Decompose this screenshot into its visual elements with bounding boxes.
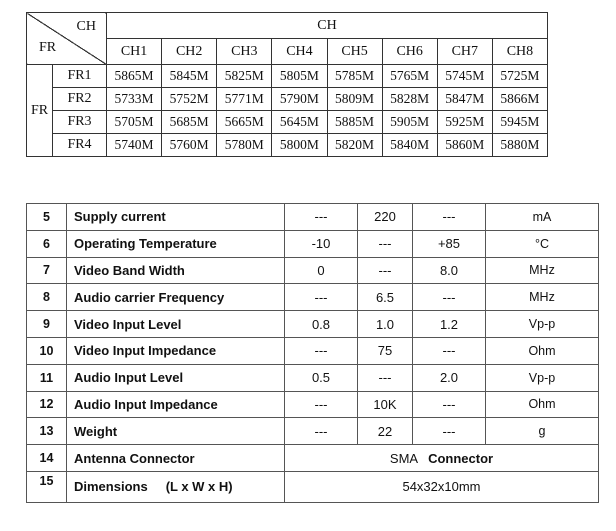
spec-row — [27, 257, 599, 284]
spec-parameter-dimensions — [67, 471, 285, 502]
freq-cell: 5685M — [162, 111, 217, 134]
spec-min: 0.5 — [285, 364, 358, 391]
freq-cell: 5740M — [107, 134, 162, 157]
spec-max: 2.0 — [413, 364, 486, 391]
channel-header: CH7 — [437, 39, 492, 65]
antenna-type: SMA — [389, 450, 419, 466]
spec-max: 8.0 — [413, 257, 486, 284]
spec-max: --- — [413, 204, 486, 231]
freq-row-label: FR1 — [53, 65, 107, 88]
spec-row — [27, 418, 599, 445]
freq-cell: 5866M — [492, 88, 547, 111]
spec-min: --- — [285, 418, 358, 445]
freq-row — [27, 111, 548, 134]
spec-row — [27, 337, 599, 364]
freq-cell: 5820M — [327, 134, 382, 157]
spec-typ: 220 — [358, 204, 413, 231]
spec-row-number: 5 — [27, 204, 67, 231]
spec-unit: Ohm — [486, 337, 599, 364]
spec-typ: 1.0 — [358, 311, 413, 338]
freq-cell: 5865M — [107, 65, 162, 88]
freq-cell: 5809M — [327, 88, 382, 111]
spec-unit: Vp-p — [486, 311, 599, 338]
spec-typ: --- — [358, 230, 413, 257]
freq-cell: 5847M — [437, 88, 492, 111]
freq-row-label: FR2 — [53, 88, 107, 111]
antenna-connector-value — [285, 445, 599, 472]
spec-parameter: Video Input Impedance — [67, 337, 285, 364]
spec-row — [27, 311, 599, 338]
spec-row-number: 13 — [27, 418, 67, 445]
spec-min: 0 — [285, 257, 358, 284]
spec-row — [27, 230, 599, 257]
spec-row-number: 8 — [27, 284, 67, 311]
spec-row-number: 6 — [27, 230, 67, 257]
freq-row-label: FR4 — [53, 134, 107, 157]
spec-row — [27, 364, 599, 391]
freq-cell: 5840M — [382, 134, 437, 157]
corner-cell — [27, 13, 107, 65]
spec-min: --- — [285, 284, 358, 311]
dimensions-suffix: (L x W x H) — [165, 479, 233, 495]
spec-max: --- — [413, 284, 486, 311]
spec-max: +85 — [413, 230, 486, 257]
spec-row-number: 14 — [27, 445, 67, 472]
freq-row — [27, 65, 548, 88]
dimensions-value: 54x32x10mm — [285, 471, 599, 502]
spec-unit: Ohm — [486, 391, 599, 418]
spec-max: --- — [413, 391, 486, 418]
freq-cell: 5745M — [437, 65, 492, 88]
spec-max: --- — [413, 418, 486, 445]
spec-unit: Vp-p — [486, 364, 599, 391]
spec-parameter: Audio Input Impedance — [67, 391, 285, 418]
spec-parameter: Video Band Width — [67, 257, 285, 284]
spec-row-dimensions — [27, 471, 599, 502]
channel-header: CH2 — [162, 39, 217, 65]
spec-typ: --- — [358, 257, 413, 284]
freq-cell: 5733M — [107, 88, 162, 111]
spec-min: --- — [285, 391, 358, 418]
dimensions-label: Dimensions — [74, 479, 148, 495]
freq-cell: 5845M — [162, 65, 217, 88]
channel-header: CH5 — [327, 39, 382, 65]
freq-cell: 5800M — [272, 134, 327, 157]
freq-cell: 5645M — [272, 111, 327, 134]
spec-min: -10 — [285, 230, 358, 257]
spec-row-number: 9 — [27, 311, 67, 338]
spec-row — [27, 391, 599, 418]
spec-unit: mA — [486, 204, 599, 231]
freq-cell: 5705M — [107, 111, 162, 134]
spec-min: 0.8 — [285, 311, 358, 338]
freq-cell: 5790M — [272, 88, 327, 111]
spec-typ: --- — [358, 364, 413, 391]
freq-header-row — [27, 13, 548, 39]
spec-typ: 6.5 — [358, 284, 413, 311]
spec-parameter: Audio Input Level — [67, 364, 285, 391]
freq-cell: 5825M — [217, 65, 272, 88]
spec-body — [27, 204, 599, 503]
freq-row — [27, 88, 548, 111]
spec-row-number: 10 — [27, 337, 67, 364]
spec-row-number: 7 — [27, 257, 67, 284]
corner-ch-label: CH — [76, 19, 96, 34]
spec-row-antenna — [27, 445, 599, 472]
fr-side-label: FR — [27, 65, 53, 157]
freq-cell: 5780M — [217, 134, 272, 157]
freq-cell: 5945M — [492, 111, 547, 134]
freq-cell: 5905M — [382, 111, 437, 134]
channel-group-header: CH — [107, 13, 548, 39]
spec-unit: MHz — [486, 284, 599, 311]
channel-header: CH1 — [107, 39, 162, 65]
specification-table — [26, 203, 599, 503]
spec-typ: 10K — [358, 391, 413, 418]
channel-header: CH8 — [492, 39, 547, 65]
spec-unit: °C — [486, 230, 599, 257]
freq-cell: 5725M — [492, 65, 547, 88]
corner-fr-label: FR — [39, 40, 57, 55]
channel-header: CH4 — [272, 39, 327, 65]
spec-typ: 75 — [358, 337, 413, 364]
spec-max: 1.2 — [413, 311, 486, 338]
spec-parameter: Antenna Connector — [67, 445, 285, 472]
freq-cell: 5771M — [217, 88, 272, 111]
spec-unit: MHz — [486, 257, 599, 284]
freq-cell: 5885M — [327, 111, 382, 134]
freq-cell: 5785M — [327, 65, 382, 88]
freq-cell: 5765M — [382, 65, 437, 88]
freq-cell: 5860M — [437, 134, 492, 157]
freq-cell: 5665M — [217, 111, 272, 134]
freq-cell: 5805M — [272, 65, 327, 88]
spec-max: --- — [413, 337, 486, 364]
freq-cell: 5880M — [492, 134, 547, 157]
spec-parameter: Video Input Level — [67, 311, 285, 338]
spec-row-number: 15 — [27, 471, 67, 502]
spec-unit: g — [486, 418, 599, 445]
channel-header: CH6 — [382, 39, 437, 65]
freq-cell: 5752M — [162, 88, 217, 111]
freq-cell: 5760M — [162, 134, 217, 157]
spec-typ: 22 — [358, 418, 413, 445]
spec-row-number: 11 — [27, 364, 67, 391]
spec-row — [27, 204, 599, 231]
spec-row — [27, 284, 599, 311]
spec-parameter: Operating Temperature — [67, 230, 285, 257]
freq-row-label: FR3 — [53, 111, 107, 134]
spec-parameter: Audio carrier Frequency — [67, 284, 285, 311]
spec-parameter: Weight — [67, 418, 285, 445]
spec-min: --- — [285, 204, 358, 231]
spec-min: --- — [285, 337, 358, 364]
spec-parameter: Supply current — [67, 204, 285, 231]
freq-row — [27, 134, 548, 157]
freq-cell: 5925M — [437, 111, 492, 134]
antenna-connector-word: Connector — [428, 450, 494, 466]
channel-header: CH3 — [217, 39, 272, 65]
freq-cell: 5828M — [382, 88, 437, 111]
frequency-table — [26, 12, 548, 157]
spec-row-number: 12 — [27, 391, 67, 418]
